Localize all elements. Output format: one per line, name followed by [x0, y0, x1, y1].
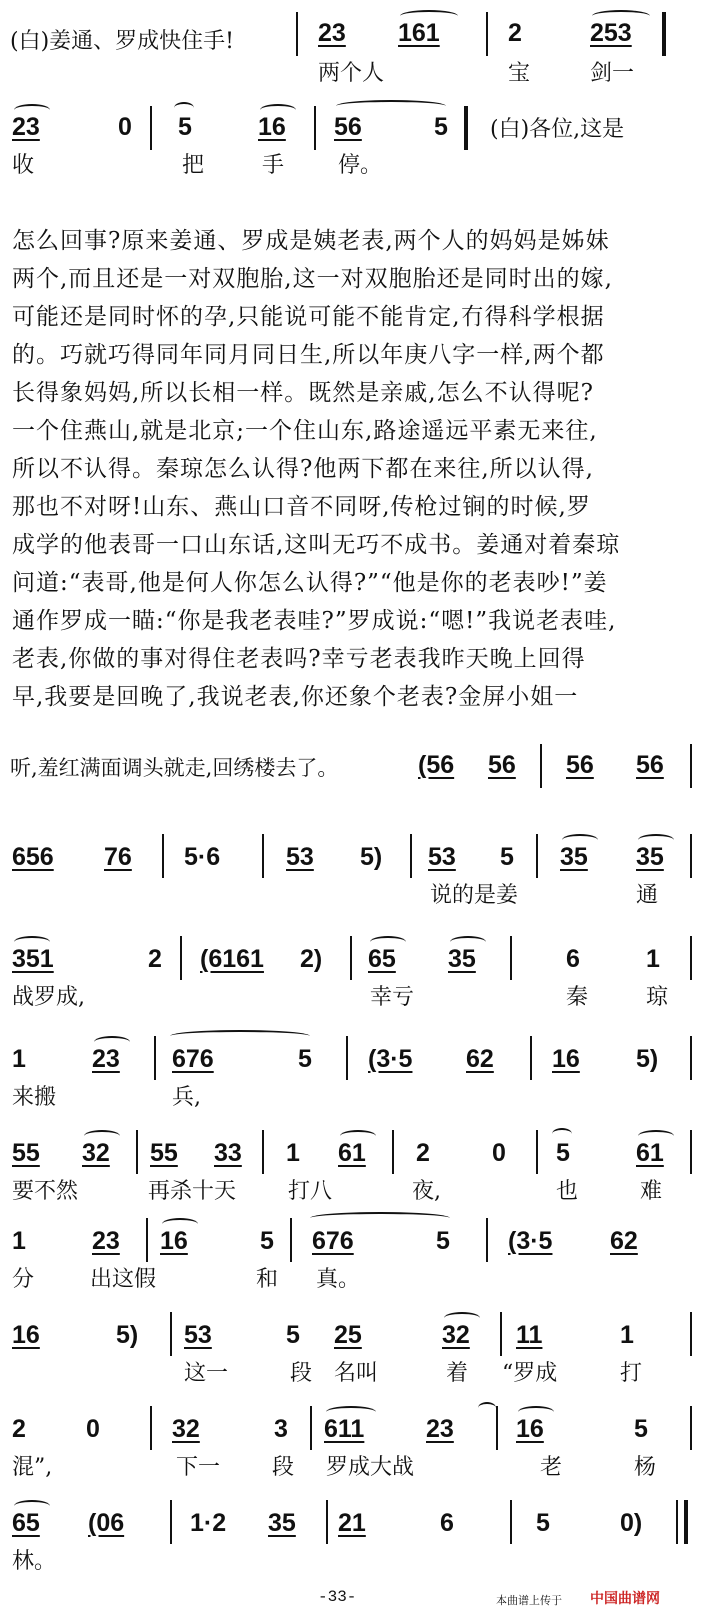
score-row-4	[0, 828, 701, 918]
slur	[450, 936, 486, 948]
note-group: 676	[172, 1045, 214, 1073]
note-group: 5	[178, 113, 192, 141]
note-group: (6161	[200, 945, 264, 973]
note-group: 5)	[636, 1045, 659, 1073]
prose-line: 问道:“表哥,他是何人你怎么认得?”“他是你的老表吵!”姜	[12, 570, 608, 596]
lyric: 把	[182, 153, 205, 178]
prose-line: 成学的他表哥一口山东话,这叫无巧不成书。姜通对着秦琼	[12, 532, 621, 558]
prose-line: 长得象妈妈,所以长相一样。既然是亲戚,怎么不认得呢?	[12, 380, 594, 406]
note-group: 6	[566, 945, 580, 973]
note-group: 32	[172, 1415, 200, 1443]
note-group: 5	[298, 1045, 312, 1073]
score-row-1	[0, 0, 701, 90]
barline	[392, 1130, 394, 1174]
barline	[136, 1130, 138, 1174]
barline	[350, 936, 352, 980]
slur	[336, 100, 446, 112]
barline	[690, 834, 692, 878]
note-group: 5)	[116, 1321, 139, 1349]
barline	[510, 936, 512, 980]
lyric: 杨	[634, 1455, 657, 1480]
prose-line: 那也不对呀!山东、燕山口音不同呀,传枪过锏的时候,罗	[12, 494, 591, 520]
barline	[326, 1500, 328, 1544]
slur	[518, 1406, 554, 1418]
barline	[500, 1312, 502, 1356]
lyric: 林。	[12, 1549, 57, 1574]
lyric: 打	[620, 1361, 643, 1386]
note-group: 53	[184, 1321, 212, 1349]
slur	[370, 936, 406, 948]
note-group: 55	[12, 1139, 40, 1167]
slur	[592, 10, 650, 22]
note-group: 5	[556, 1139, 570, 1167]
note-group: 5	[434, 113, 448, 141]
slur	[444, 1312, 480, 1324]
lyric: 兵,	[172, 1085, 201, 1110]
lyric: 下一	[176, 1455, 221, 1480]
lyric: 段	[272, 1455, 295, 1480]
note-group: 11	[516, 1321, 543, 1349]
note-group: 5·6	[184, 843, 221, 871]
prose-line: 老表,你做的事对得住老表吗?幸亏老表我昨天晚上回得	[12, 646, 586, 672]
spoken-line: 听,羞红满面调头就走,回绣楼去了。	[10, 756, 339, 780]
lyric: 两个人	[318, 61, 385, 86]
note-group: 23	[426, 1415, 454, 1443]
barline	[170, 1500, 172, 1544]
note-group: 0	[118, 113, 132, 141]
barline	[496, 1406, 498, 1450]
lyric: 再杀十天	[148, 1179, 237, 1204]
note-group: 61	[636, 1139, 664, 1167]
barline	[690, 1406, 692, 1450]
lyric: 罗成大战	[326, 1455, 415, 1480]
page-footer	[0, 1584, 701, 1614]
note-group: 21	[338, 1509, 366, 1537]
prose-line: 可能还是同时怀的孕,只能说可能不能肯定,冇得科学根据	[12, 304, 605, 330]
barline	[170, 1312, 172, 1356]
note-group: 2	[148, 945, 162, 973]
lyric: 秦	[566, 985, 589, 1010]
lyric: 名叫	[334, 1361, 379, 1386]
barline	[314, 106, 316, 150]
note-group: 23	[318, 19, 346, 47]
note-group: 65	[368, 945, 396, 973]
lyric: 难	[640, 1179, 663, 1204]
barline	[290, 1218, 292, 1262]
lyric: 剑一	[590, 61, 635, 86]
note-group: 62	[610, 1227, 638, 1255]
lyric: “罗成	[502, 1361, 558, 1386]
barline	[262, 1130, 264, 1174]
prose-line: 的。巧就巧得同年同月同日生,所以年庚八字一样,两个都	[12, 342, 605, 368]
fermata	[478, 1402, 496, 1414]
note-group: 16	[516, 1415, 544, 1443]
note-group: (3·5	[508, 1227, 553, 1255]
note-group: 5)	[360, 843, 383, 871]
slur	[14, 104, 50, 116]
barline	[690, 1036, 692, 1080]
prose-line: 早,我要是回晚了,我说老表,你还象个老表?金屏小姐一	[12, 684, 579, 710]
lyric: 真。	[316, 1267, 361, 1292]
barline	[536, 1130, 538, 1174]
slur	[14, 1500, 50, 1512]
score-row-9	[0, 1306, 701, 1396]
barline	[346, 1036, 348, 1080]
barline	[676, 1500, 678, 1544]
spoken-line: (白)姜通、罗成快住手!	[10, 29, 235, 54]
slur	[562, 834, 598, 846]
barline	[486, 1218, 488, 1262]
slur	[638, 834, 674, 846]
barline	[150, 1406, 152, 1450]
note-group: 2	[416, 1139, 430, 1167]
lyric: 手	[262, 153, 285, 178]
prose-line: 通作罗成一瞄:“你是我老表哇?”罗成说:“嗯!”我说老表哇,	[12, 608, 617, 634]
barline	[540, 744, 542, 788]
lyric: 也	[556, 1179, 579, 1204]
note-group: 76	[104, 843, 132, 871]
note-group: 53	[286, 843, 314, 871]
score-row-11	[0, 1494, 701, 1584]
prose-line: 两个,而且还是一对双胞胎,这一对双胞胎还是同时出的嫁,	[12, 266, 613, 292]
barline	[690, 1312, 692, 1356]
score-row-5	[0, 932, 701, 1022]
note-group: 161	[398, 19, 440, 47]
note-group: 65	[12, 1509, 40, 1537]
barline	[530, 1036, 532, 1080]
slur	[310, 1212, 450, 1224]
note-group: 6	[440, 1509, 454, 1537]
note-group: 351	[12, 945, 54, 973]
note-group: 5	[634, 1415, 648, 1443]
lyric: 战罗成,	[12, 985, 85, 1010]
note-group: 656	[12, 843, 54, 871]
note-group: 16	[552, 1045, 580, 1073]
slur	[14, 936, 50, 948]
fermata	[552, 1128, 572, 1140]
score-row-8	[0, 1212, 701, 1302]
fermata	[174, 102, 194, 114]
note-group: 35	[448, 945, 476, 973]
lyric: 打八	[288, 1179, 333, 1204]
note-group: 56	[334, 113, 362, 141]
spoken-line: (白)各位,这是	[490, 117, 625, 142]
note-group: 0	[86, 1415, 100, 1443]
note-group: 1	[12, 1227, 26, 1255]
barline	[464, 106, 468, 150]
lyric: 来搬	[12, 1085, 57, 1110]
note-group: 56	[636, 751, 664, 779]
barline	[662, 12, 666, 56]
note-group: 0)	[620, 1509, 643, 1537]
upload-note: 本曲谱上传于	[496, 1594, 562, 1607]
note-group: 1·2	[190, 1509, 227, 1537]
score-row-6	[0, 1030, 701, 1120]
note-group: 61	[338, 1139, 366, 1167]
site-logo: 中国曲谱网	[590, 1591, 660, 1607]
note-group: 56	[566, 751, 594, 779]
barline	[690, 1130, 692, 1174]
lyric: 老	[540, 1455, 563, 1480]
lyric: 段	[290, 1361, 313, 1386]
barline	[150, 106, 152, 150]
barline	[536, 834, 538, 878]
barline	[262, 834, 264, 878]
note-group: 5	[536, 1509, 550, 1537]
note-group: 56	[488, 751, 516, 779]
lyric: 出这假	[90, 1267, 157, 1292]
lyric: 琼	[646, 985, 669, 1010]
note-group: 5	[436, 1227, 450, 1255]
final-barline	[684, 1500, 688, 1544]
barline	[510, 1500, 512, 1544]
lyric: 收	[12, 153, 35, 178]
note-group: 3	[274, 1415, 288, 1443]
lyric: 和	[256, 1267, 279, 1292]
note-group: 5	[260, 1227, 274, 1255]
barline	[146, 1218, 148, 1262]
note-group: 0	[492, 1139, 506, 1167]
lyric: 夜,	[412, 1179, 441, 1204]
lyric: 宝	[508, 61, 531, 86]
lyric: 通	[636, 883, 659, 908]
note-group: 35	[268, 1509, 296, 1537]
slur	[84, 1130, 120, 1142]
note-group: 611	[324, 1415, 365, 1443]
barline	[690, 744, 692, 788]
note-group: 5	[286, 1321, 300, 1349]
note-group: 32	[82, 1139, 110, 1167]
note-group: (3·5	[368, 1045, 413, 1073]
prose-line: 所以不认得。秦琼怎么认得?他两下都在来往,所以认得,	[12, 456, 594, 482]
page-number: -33-	[318, 1588, 357, 1606]
lyric: 停。	[338, 153, 383, 178]
note-group: 35	[560, 843, 588, 871]
lyric: 幸亏	[370, 985, 415, 1010]
score-row-10	[0, 1400, 701, 1490]
note-group: 2	[508, 19, 522, 47]
prose-line: 一个住燕山,就是北京;一个住山东,路途遥远平素无来往,	[12, 418, 598, 444]
score-row-2	[0, 100, 701, 190]
note-group: 35	[636, 843, 664, 871]
note-group: 2)	[300, 945, 323, 973]
note-group: 253	[590, 19, 632, 47]
note-group: 23	[92, 1227, 120, 1255]
barline	[310, 1406, 312, 1450]
note-group: 1	[620, 1321, 634, 1349]
spoken-prose	[12, 222, 692, 716]
barline	[690, 936, 692, 980]
note-group: 2	[12, 1415, 26, 1443]
score-row-7	[0, 1124, 701, 1214]
score-row-3	[0, 740, 701, 810]
slur	[326, 1406, 376, 1418]
note-group: 25	[334, 1321, 362, 1349]
barline	[296, 12, 298, 56]
barline	[486, 12, 488, 56]
note-group: 23	[92, 1045, 120, 1073]
lyric: 这一	[184, 1361, 229, 1386]
lyric: 混”,	[12, 1455, 53, 1480]
note-group: 1	[286, 1139, 300, 1167]
slur	[260, 104, 296, 116]
note-group: 16	[160, 1227, 188, 1255]
slur	[400, 10, 458, 22]
note-group: 1	[646, 945, 660, 973]
note-group: 16	[258, 113, 286, 141]
barline	[162, 834, 164, 878]
lyric: 要不然	[12, 1179, 79, 1204]
note-group: 33	[214, 1139, 242, 1167]
note-group: (06	[88, 1509, 125, 1537]
note-group: 55	[150, 1139, 178, 1167]
slur	[94, 1036, 130, 1048]
barline	[410, 834, 412, 878]
slur	[340, 1130, 376, 1142]
slur	[170, 1030, 310, 1042]
note-group: 16	[12, 1321, 40, 1349]
slur	[162, 1218, 198, 1230]
note-group: (56	[418, 751, 455, 779]
lyric: 说的是姜	[430, 883, 519, 908]
note-group: 53	[428, 843, 456, 871]
barline	[180, 936, 182, 980]
note-group: 23	[12, 113, 40, 141]
note-group: 676	[312, 1227, 354, 1255]
note-group: 1	[12, 1045, 26, 1073]
lyric: 着	[446, 1361, 469, 1386]
slur	[638, 1130, 674, 1142]
note-group: 5	[500, 843, 514, 871]
note-group: 32	[442, 1321, 470, 1349]
barline	[154, 1036, 156, 1080]
lyric: 分	[12, 1267, 35, 1292]
note-group: 62	[466, 1045, 494, 1073]
prose-line: 怎么回事?原来姜通、罗成是姨老表,两个人的妈妈是姊妹	[12, 228, 610, 254]
